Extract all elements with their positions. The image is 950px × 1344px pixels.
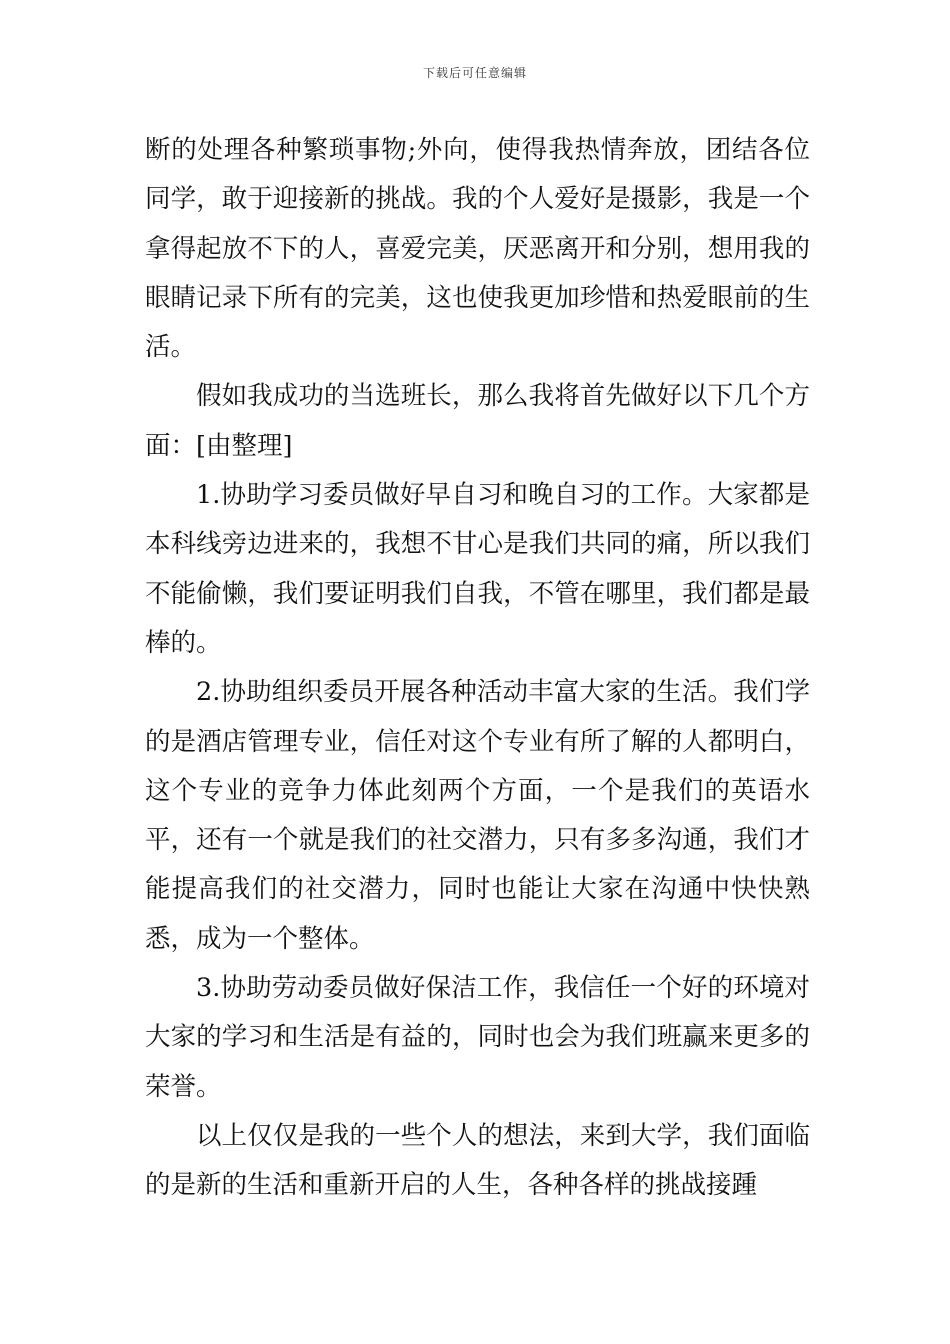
paragraph: 断的处理各种繁琐事物;外向，使得我热情奔放，团结各位同学，敢于迎接新的挑战。我的个人爱好是摄影，我是一个拿得起放不下的人，喜爱完美，厌恶离开和分别，想用我的眼睛记录下所有的完美，这也使我更加珍惜和热爱眼前的生活。 <box>145 135 810 363</box>
document-body <box>145 126 810 1211</box>
paragraph: 2.协助组织委员开展各种活动丰富大家的生活。我们学的是酒店管理专业，信任对这个专业有所了解的人都明白，这个专业的竞争力体此刻两个方面，一个是我们的英语水平，还有一个就是我们的社交潜力，只有多多沟通，我们才能提高我们的社交潜力，同时也能让大家在沟通中快快熟悉，成为一个整体。 <box>145 677 810 954</box>
paragraph: 1.协助学习委员做好早自习和晚自习的工作。大家都是本科线旁边进来的，我想不甘心是我们共同的痛，所以我们不能偷懒，我们要证明我们自我，不管在哪里，我们都是最棒的。 <box>145 480 810 658</box>
paragraph: 3.协助劳动委员做好保洁工作，我信任一个好的环境对大家的学习和生活是有益的，同时也会为我们班赢来更多的荣誉。 <box>145 973 810 1102</box>
paragraph: 以上仅仅是我的一些个人的想法，来到大学，我们面临的是新的生活和重新开启的人生，各种各样的挑战接踵 <box>145 1120 810 1201</box>
paragraph: 假如我成功的当选班长，那么我将首先做好以下几个方面：[由整理] <box>145 381 810 461</box>
page-header: 下载后可任意编辑 <box>422 66 527 80</box>
